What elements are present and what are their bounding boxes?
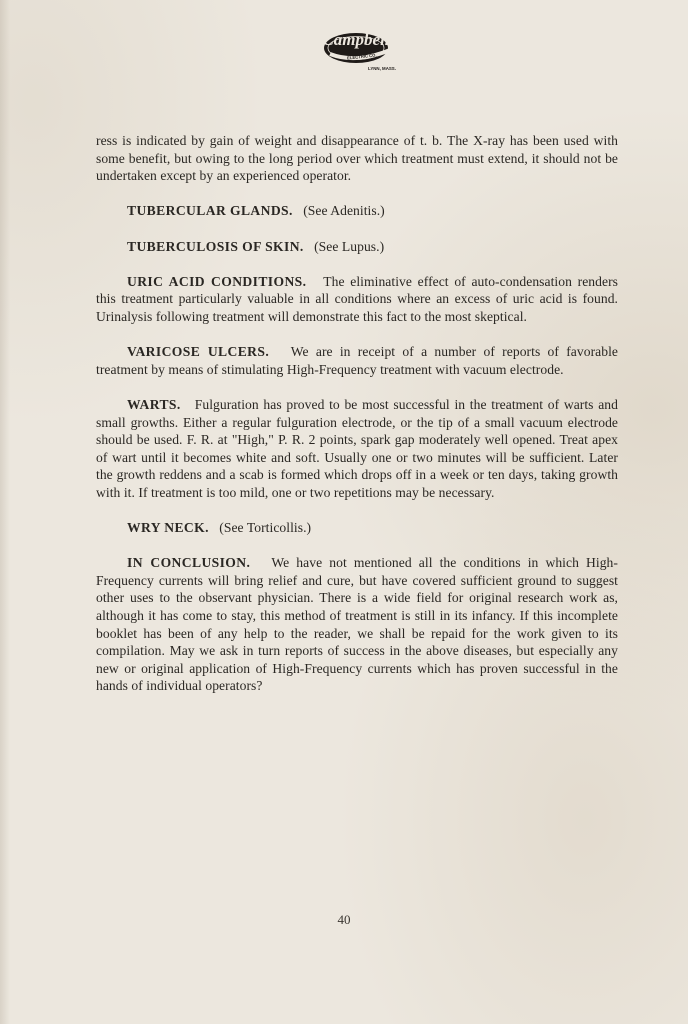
paragraph-text: We are in receipt of a number of reports of favorable treatment by means of stimulating High-Frequency treatment with vacuum electrode. [96,344,618,377]
paragraph-tubercular-glands [96,202,618,220]
body-text [96,132,618,713]
section-heading: WRY NECK. [127,520,209,536]
campbell-logo [312,20,404,72]
section-heading: IN CONCLUSION. [127,555,251,571]
paragraph-text: ress is indicated by gain of weight and disappearance of t. b. The X-ray has been used with some benefit, but owing to the long period over which treatment must extend, it should not be undertaken except by an experienced operator. [96,133,618,184]
logo-band-text: ELECTRIC CO. [346,52,377,61]
section-heading: TUBERCULOSIS OF SKIN. [127,238,304,254]
paragraph-text: (See Adenitis.) [303,203,385,219]
paragraph-in-conclusion [96,554,618,695]
paragraph-uric-acid [96,273,618,326]
section-heading: VARICOSE ULCERS. [127,344,270,360]
paragraph-text: (See Lupus.) [314,238,385,254]
paragraph-tuberculosis-of-skin [96,238,618,256]
paragraph-wry-neck [96,519,618,537]
paragraph-varicose-ulcers [96,343,618,378]
paragraph-continuation [96,132,618,185]
section-heading: URIC ACID CONDITIONS. [127,273,307,289]
paragraph-warts [96,396,618,502]
paragraph-text: The eliminative effect of auto-condensation renders this treatment particularly valuable in all conditions where an excess of uric acid is found. Urinalysis following treatment will demonstrate this fact to the most skeptical. [96,273,618,324]
paragraph-text: We have not mentioned all the conditions in which High-Frequency currents will bring relief and cure, but have covered sufficient ground to suggest other uses to the observant physician. There is a wide field for original research work as, although it has come to stay, this method of treatment is still in its infancy. If this incomplete booklet has been of any help to the reader, we shall be repaid for the work given to its compilation. May we ask in turn reports of success in the above diseases, but especially any new or original application of High-Frequency currents which has proven successful in the hands of individual operators? [96,555,618,694]
paragraph-text: Fulguration has proved to be most successful in the treatment of warts and small growths. Either a regular fulguration electrode, or the tip of a small vacuum electrode should be used. F. R. at "High," P. R. 2 points, spark gap moderately well opened. Treat apex of wart until it becomes white and soft. Usually one or two minutes will be sufficient. Later the growth reddens and a scab is formed which drops off in a week or ten days, taking growth with it. If treatment is too mild, one or two repetitions may be necessary. [96,396,618,500]
page-number: 40 [337,912,351,927]
logo-location-text: LYNN, MASS. [368,66,396,71]
paragraph-text: (See Torticollis.) [219,520,312,536]
logo-script-text: Campbell [322,30,390,49]
section-heading: WARTS. [127,396,181,412]
section-heading: TUBERCULAR GLANDS. [127,203,293,219]
page-edge-shadow [0,0,10,1024]
